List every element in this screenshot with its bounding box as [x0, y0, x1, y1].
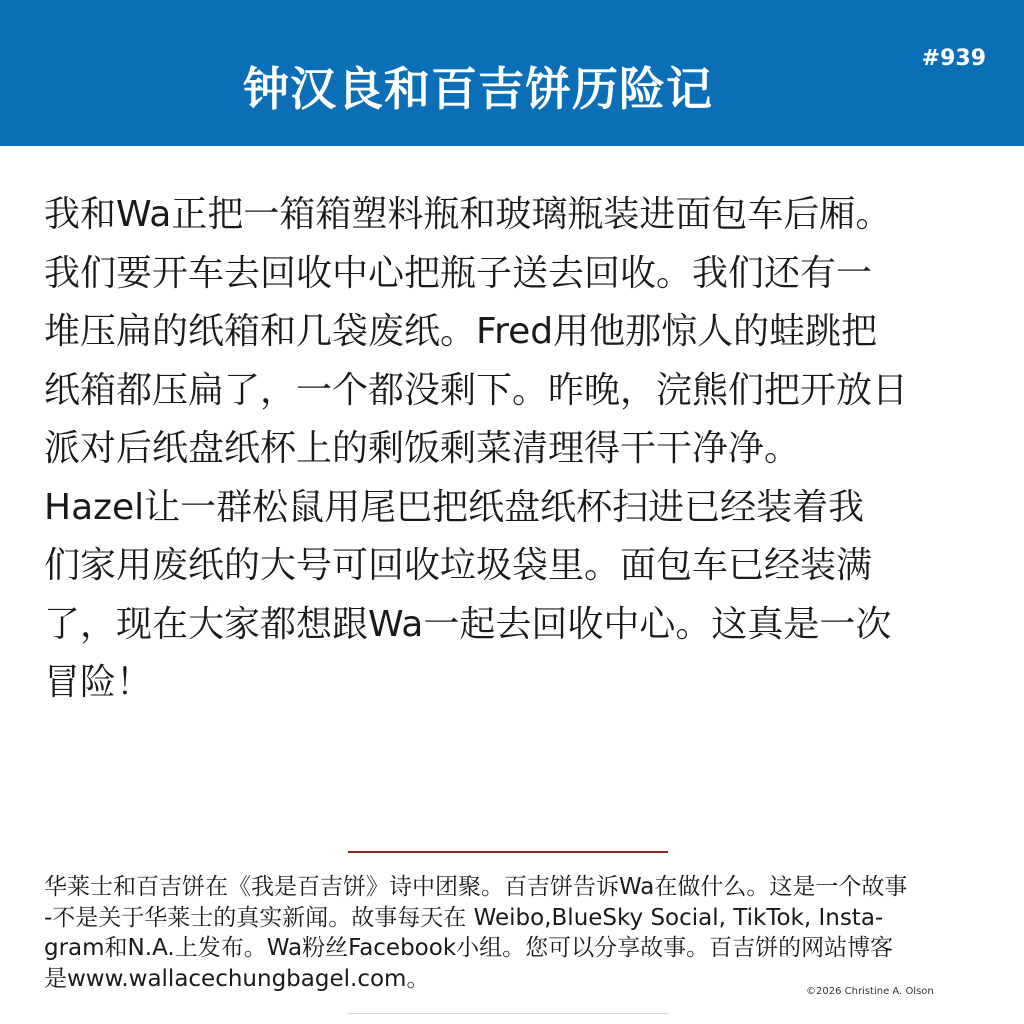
footer-note: 华莱士和百吉饼在《我是百吉饼》诗中团聚。百吉饼告诉Wa在做什么。这是一个故事 -不是关于华莱士的真实新闻。故事每天在 Weibo,BlueSky Social, TikTok, Insta- gram和N.A.上发布。Wa粉丝Facebook小组。您可以分享故事。百吉饼的网站博客 是www.wallacechungbagel.com。: [44, 874, 908, 992]
header-band: [0, 0, 1024, 146]
copyright-notice: ©2026 Christine A. Olson: [806, 986, 934, 997]
story-text: 我和Wa正把一箱箱塑料瓶和玻璃瓶装进面包车后厢。 我们要开车去回收中心把瓶子送去回收。我们还有一 堆压扁的纸箱和几袋废纸。Fred用他那惊人的蛙跳把 纸箱都压扁了，一个都没剩下。昨晚，浣熊们把开放日 派对后纸盘纸杯上的剩饭剩菜清理得干干净净。 Hazel让一群松鼠用尾巴把纸盘纸杯扫进已经装着我 们家用废纸的大号可回收垃圾袋里。面包车已经装满 了，现在大家都想跟Wa一起去回收中心。这真是一次 冒险！: [44, 194, 909, 703]
page-title: 钟汉良和百吉饼历险记: [243, 62, 713, 116]
episode-number: #939: [921, 46, 986, 71]
bottom-rule: [348, 1013, 668, 1014]
section-divider: [348, 851, 668, 853]
